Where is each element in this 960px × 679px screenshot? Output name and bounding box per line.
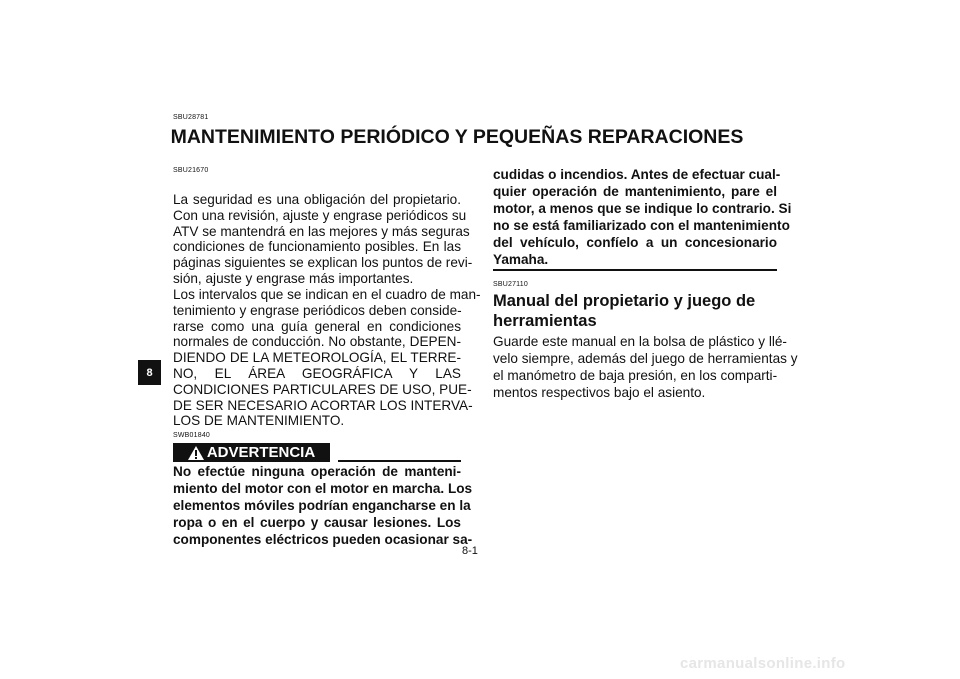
page-title: MANTENIMIENTO PERIÓDICO Y PEQUEÑAS REPARACIONES	[170, 126, 744, 148]
warning-rule	[338, 460, 461, 462]
text-line: Yamaha.	[493, 252, 549, 267]
text-line: NO, EL ÁREA GEOGRÁFICA Y LAS	[173, 365, 461, 381]
toolkit-paragraph	[493, 333, 798, 401]
section-code: SBU28781	[173, 114, 209, 121]
text-line: motor, a menos que se indique lo contrario. Si	[493, 201, 792, 216]
text-line: miento del motor con el motor en marcha. Los	[173, 481, 473, 496]
text-line: sión, ajuste y engrase más importantes.	[173, 270, 414, 286]
text-line: rarse como una guía general en condiciones	[173, 318, 461, 334]
warning-banner	[173, 443, 330, 462]
text-line: del vehículo, confíelo a un concesionario	[493, 235, 777, 250]
text-line: DIENDO DE LA METEOROLOGÍA, EL TERRE-	[173, 350, 461, 366]
text-line: cudidas o incendios. Antes de efectuar cual-	[493, 167, 781, 182]
text-line: normales de conducción. No obstante, DEPEN-	[173, 334, 461, 350]
page-number: 8-1	[462, 545, 478, 557]
section-heading-line: herramientas	[493, 312, 597, 330]
text-line: ATV se mantendrá en las mejores y más seguras	[173, 223, 470, 239]
text-line: No efectúe ninguna operación de manteni-	[173, 464, 461, 479]
text-line: CONDICIONES PARTICULARES DE USO, PUE-	[173, 381, 472, 397]
text-line: LOS DE MANTENIMIENTO.	[173, 413, 345, 429]
text-line: Con una revisión, ajuste y engrase periódicos su	[173, 207, 467, 223]
chapter-tab: 8	[138, 360, 161, 385]
intervals-paragraph	[173, 287, 481, 429]
text-line: no se está familiarizado con el mantenimiento	[493, 218, 790, 233]
text-line: condiciones de funcionamiento posibles. En las	[173, 239, 461, 255]
text-line: ropa o en el cuerpo y causar lesiones. Los	[173, 515, 461, 530]
warning-text-right	[493, 166, 792, 268]
watermark: carmanualsonline.info	[680, 655, 846, 672]
text-line: páginas siguientes se explican los puntos de revi-	[173, 255, 473, 271]
warning-code: SWB01840	[173, 432, 211, 439]
warning-label: ADVERTENCIA	[206, 444, 316, 461]
paragraph-code: SBU21670	[173, 167, 209, 174]
section-heading	[493, 291, 755, 331]
text-line: La seguridad es una obligación del propietario.	[173, 192, 461, 207]
intro-paragraph	[173, 192, 473, 287]
text-line: velo siempre, además del juego de herramientas y	[493, 351, 798, 366]
text-line: Los intervalos que se indican en el cuadro de man-	[173, 287, 481, 302]
text-line: quier operación de mantenimiento, pare el	[493, 184, 777, 199]
text-line: elementos móviles podrían engancharse en la	[173, 498, 471, 513]
text-line: Guarde este manual en la bolsa de plástico y llé-	[493, 334, 787, 349]
text-line: tenimiento y engrase periódicos deben conside-	[173, 302, 462, 318]
text-line: el manómetro de baja presión, en los comparti-	[493, 368, 778, 383]
warning-end-rule	[493, 269, 777, 271]
warning-triangle-icon	[188, 446, 204, 460]
text-line: mentos respectivos bajo el asiento.	[493, 385, 706, 400]
section-code-2: SBU27110	[493, 281, 528, 288]
text-line: componentes eléctricos pueden ocasionar sa-	[173, 532, 473, 547]
section-heading-line: Manual del propietario y juego de	[493, 292, 756, 310]
warning-text-left	[173, 463, 473, 548]
text-line: DE SER NECESARIO ACORTAR LOS INTERVA-	[173, 397, 473, 413]
